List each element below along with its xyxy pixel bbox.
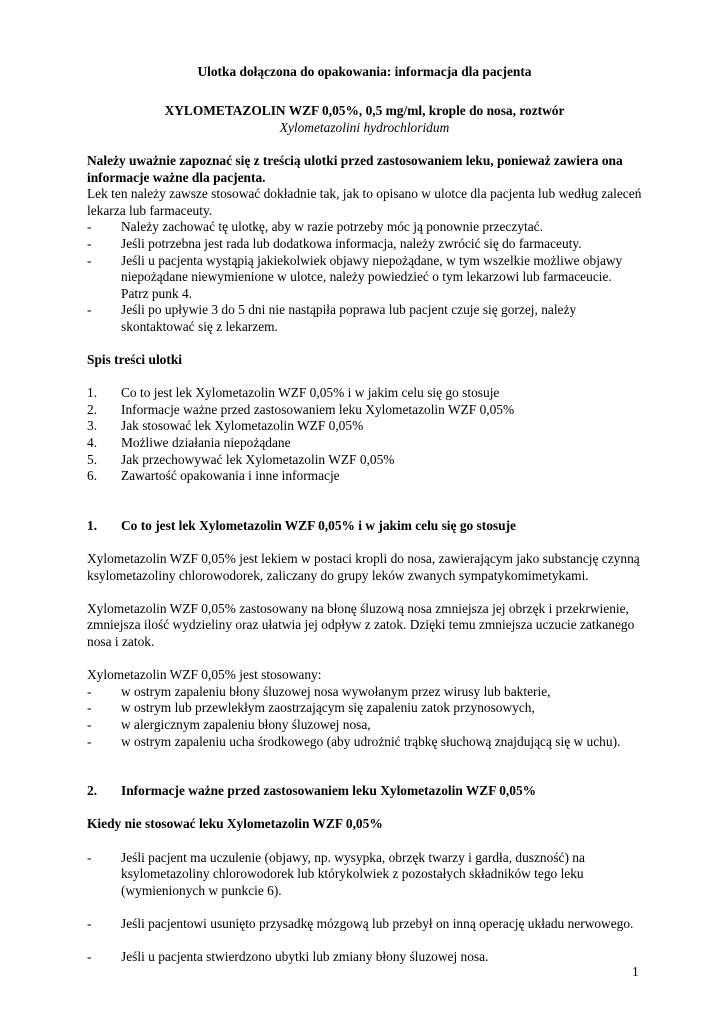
intro-bullet: - Jeśli potrzebna jest rada lub dodatkowa informacja, należy zwrócić się do farmaceuty. — [87, 235, 582, 251]
section-1-heading: 1. Co to jest lek Xylometazolin WZF 0,05% i w jakim celu się go stosuje — [87, 517, 516, 533]
intro-bullet: - Jeśli po upływie 3 do 5 dni nie nastąpiła poprawa lub pacjent czuje się gorzej, należy skontaktować się z lekarzem. — [87, 302, 577, 334]
toc-item: 2. Informacje ważne przed zastosowaniem leku Xylometazolin WZF 0,05% — [87, 401, 515, 417]
toc-item: 3. Jak stosować lek Xylometazolin WZF 0,05% — [87, 418, 364, 434]
page-number: 1 — [632, 964, 639, 979]
document-page — [87, 64, 642, 966]
intro-bullet: - Należy zachować tę ulotkę, aby w razie potrzeby móc ją ponownie przeczytać. — [87, 219, 543, 235]
contraindication-bullet: - Jeśli u pacjenta stwierdzono ubytki lub zmiany błony śluzowej nosa. — [87, 949, 489, 965]
toc-item: 5. Jak przechowywać lek Xylometazolin WZF 0,05% — [87, 451, 395, 467]
toc-item: 4. Możliwe działania niepożądane — [87, 435, 291, 451]
section-2-subheading: Kiedy nie stosować leku Xylometazolin WZF 0,05% — [87, 816, 383, 832]
section-2-heading: 2. Informacje ważne przed zastosowaniem leku Xylometazolin WZF 0,05% — [87, 783, 537, 799]
intro-text: Lek ten należy zawsze stosować dokładnie tak, jak to opisano w ulotce dla pacjenta lub według zaleceń lekarza lub farmaceuty. — [87, 186, 642, 218]
toc-item: 6. Zawartość opakowania i inne informacje — [87, 468, 340, 484]
leaflet-title: Ulotka dołączona do opakowania: informacja dla pacjenta — [197, 64, 532, 79]
section-1-paragraph: Xylometazolin WZF 0,05% jest lekiem w postaci kropli do nosa, zawierającym jako substancję czynną ksylometazoliny chlorowodorek, zaliczany do grupy leków zwanych sympatykomimetykami. — [87, 551, 640, 583]
product-name: XYLOMETAZOLIN WZF 0,05%, 0,5 mg/ml, krople do nosa, roztwór — [164, 103, 565, 119]
toc-item: 1. Co to jest lek Xylometazolin WZF 0,05% i w jakim celu się go stosuje — [87, 385, 500, 401]
uses-bullet: - w ostrym zapaleniu ucha środkowego (aby udrożnić trąbkę słuchową znajdującą się w uchu). — [87, 733, 621, 749]
toc-heading: Spis treści ulotki — [87, 352, 182, 368]
uses-bullet: - w ostrym lub przewlekłym zaostrzającym się zapaleniu zatok przynosowych, — [87, 700, 535, 716]
active-substance: Xylometazolini hydrochloridum — [279, 119, 450, 135]
uses-bullet: - w ostrym zapaleniu błony śluzowej nosa wywołanym przez wirusy lub bakterie, — [87, 683, 551, 699]
section-1-uses-intro: Xylometazolin WZF 0,05% jest stosowany: — [87, 667, 322, 683]
section-1-paragraph: Xylometazolin WZF 0,05% zastosowany na błonę śluzową nosa zmniejsza jej obrzęk i przekrwienie, zmniejsza ilość wydzieliny oraz ułatwia jej odpływ z zatok. Dzięki temu zmniejsza uczucie zatkanego nosa i zatok. — [87, 600, 635, 649]
intro-bullet: - Jeśli u pacjenta wystąpią jakiekolwiek objawy niepożądane, w tym wszelkie możliwe objawy niepożądane niewymienione w ulotce, należy powiedzieć o tym lekarzowi lub farmaceucie. Patrz punk 4. — [87, 252, 623, 301]
uses-bullet: - w alergicznym zapaleniu błony śluzowej nosa, — [87, 716, 371, 732]
contraindication-bullet: - Jeśli pacjentowi usunięto przysadkę mózgową lub przebył on inną operację układu nerwowego. — [87, 915, 634, 931]
contraindication-bullet: - Jeśli pacjent ma uczulenie (objawy, np. wysypka, obrzęk twarzy i gardła, duszność) na ksylometazoliny chlorowodorek lub którykolwiek z pozostałych składników tego leku (wymienionych w punkcie 6). — [87, 849, 585, 898]
warning-text: Należy uważnie zapoznać się z treścią ulotki przed zastosowaniem leku, ponieważ zawiera ona informacje ważne dla pacjenta. — [87, 152, 623, 185]
